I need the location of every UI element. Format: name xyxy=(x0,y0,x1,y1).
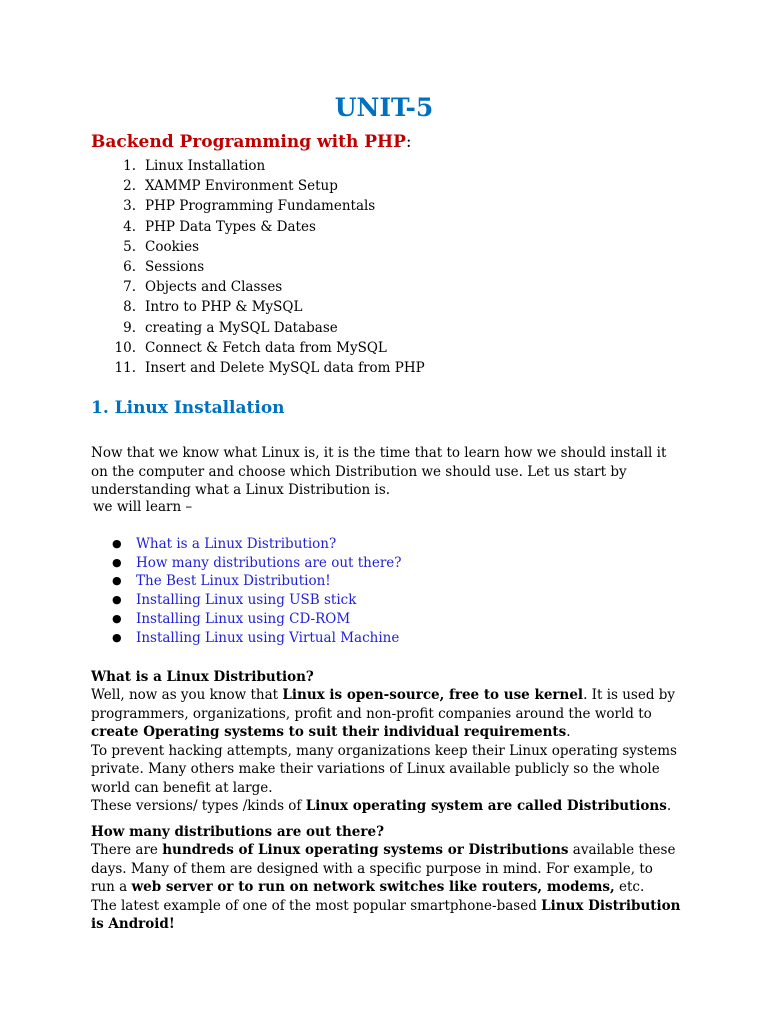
linux-installation-heading: 1. Linux Installation xyxy=(91,398,285,418)
topic-number: 9. xyxy=(123,319,136,336)
topic-item xyxy=(91,156,425,176)
list-item xyxy=(112,610,402,629)
bullet-icon: ● xyxy=(112,630,122,644)
link-what-is-distribution[interactable]: What is a Linux Distribution? xyxy=(136,536,337,552)
topic-item xyxy=(91,217,425,237)
how-many-question: How many distributions are out there? xyxy=(91,824,385,840)
topic-label: PHP Data Types & Dates xyxy=(145,218,316,235)
text-run: . It is used by programmers, organizations, profit and non-profit companies around the world to xyxy=(91,687,676,722)
link-install-vm[interactable]: Installing Linux using Virtual Machine xyxy=(136,629,400,646)
topic-item xyxy=(91,297,425,317)
text-run: The latest example of one of the most popular smartphone-based xyxy=(91,897,542,914)
topic-item xyxy=(91,338,425,358)
text-run: . xyxy=(566,724,571,740)
bold-text-run: Linux Distribution is Android! xyxy=(91,897,681,932)
topic-label: XAMMP Environment Setup xyxy=(145,178,338,195)
bold-text-run: create Operating systems to suit their individual requirements xyxy=(91,724,567,740)
topic-label: Connect & Fetch data from MySQL xyxy=(145,339,387,356)
what-is-question: What is a Linux Distribution? xyxy=(91,669,314,685)
text-run: etc. xyxy=(614,879,645,895)
topic-list xyxy=(91,156,425,378)
bullet-icon: ● xyxy=(112,593,122,607)
text-run: Well, now as you know that xyxy=(91,687,283,703)
what-is-paragraph xyxy=(91,686,681,816)
topic-number: 2. xyxy=(123,178,136,195)
topic-item xyxy=(91,257,425,277)
section-heading xyxy=(91,132,412,152)
link-best-distribution[interactable]: The Best Linux Distribution! xyxy=(136,573,331,590)
topic-number: 3. xyxy=(123,198,136,215)
topic-label: Linux Installation xyxy=(145,158,266,174)
topic-item xyxy=(91,176,425,196)
topic-number: 5. xyxy=(123,238,136,255)
text-run: . xyxy=(666,798,672,814)
topic-number: 11. xyxy=(114,360,136,377)
topic-item xyxy=(91,237,425,257)
text-run: There are xyxy=(91,842,163,858)
list-item xyxy=(112,629,402,648)
section-heading-colon: : xyxy=(405,132,412,152)
learn-link-list xyxy=(112,535,402,647)
topic-number: 1. xyxy=(123,158,136,174)
list-item xyxy=(112,554,402,573)
bullet-icon: ● xyxy=(112,537,122,550)
section-heading-text: Backend Programming with PHP xyxy=(91,132,406,152)
bullet-icon: ● xyxy=(112,611,122,625)
topic-number: 6. xyxy=(123,259,136,276)
topic-number: 4. xyxy=(123,218,136,235)
list-item xyxy=(112,591,402,610)
bold-text-run: web server or to run on network switches like routers, modems, xyxy=(131,879,615,895)
topic-number: 8. xyxy=(123,299,136,316)
intro-paragraph: Now that we know what Linux is, it is the time that to learn how we should install it on the computer and choose which Distribution we should use. Let us start by understanding what a Linux Distribution is. xyxy=(91,445,667,498)
list-item xyxy=(112,572,402,591)
how-many-paragraph xyxy=(91,841,681,934)
topic-number: 10. xyxy=(114,339,136,356)
topic-label: Objects and Classes xyxy=(145,279,283,296)
bullet-icon: ● xyxy=(112,574,122,588)
topic-label: creating a MySQL Database xyxy=(145,319,338,336)
unit-title: UNIT-5 xyxy=(334,93,434,122)
topic-item xyxy=(91,277,425,297)
link-install-usb[interactable]: Installing Linux using USB stick xyxy=(136,592,357,609)
link-how-many-distributions[interactable]: How many distributions are out there? xyxy=(136,554,402,571)
link-install-cdrom[interactable]: Installing Linux using CD-ROM xyxy=(136,610,351,627)
topic-label: Sessions xyxy=(145,259,205,276)
bold-text-run: Linux is open-source, free to use kernel xyxy=(282,687,584,703)
text-run: available these days. Many of them are designed with a specific purpose in mind. For example, to run a xyxy=(91,842,676,895)
topic-item xyxy=(91,358,425,378)
topic-number: 7. xyxy=(123,279,136,296)
text-run: To prevent hacking attempts, many organizations keep their Linux operating systems private. Many others make their variations of Linux available publicly so the whole world can benefit at large. xyxy=(91,742,677,796)
topic-label: Insert and Delete MySQL data from PHP xyxy=(145,360,425,377)
topic-label: Intro to PHP & MySQL xyxy=(145,299,303,316)
bullet-icon: ● xyxy=(112,555,122,569)
bold-text-run: hundreds of Linux operating systems or Distributions xyxy=(162,842,569,858)
list-item xyxy=(112,535,402,554)
topic-label: PHP Programming Fundamentals xyxy=(145,198,376,215)
bold-text-run: Linux operating system are called Distributions xyxy=(305,798,667,814)
topic-label: Cookies xyxy=(145,238,199,255)
learn-label: we will learn – xyxy=(93,499,193,515)
topic-item xyxy=(91,318,425,338)
topic-item xyxy=(91,196,425,216)
text-run: These versions/ types /kinds of xyxy=(91,798,306,814)
